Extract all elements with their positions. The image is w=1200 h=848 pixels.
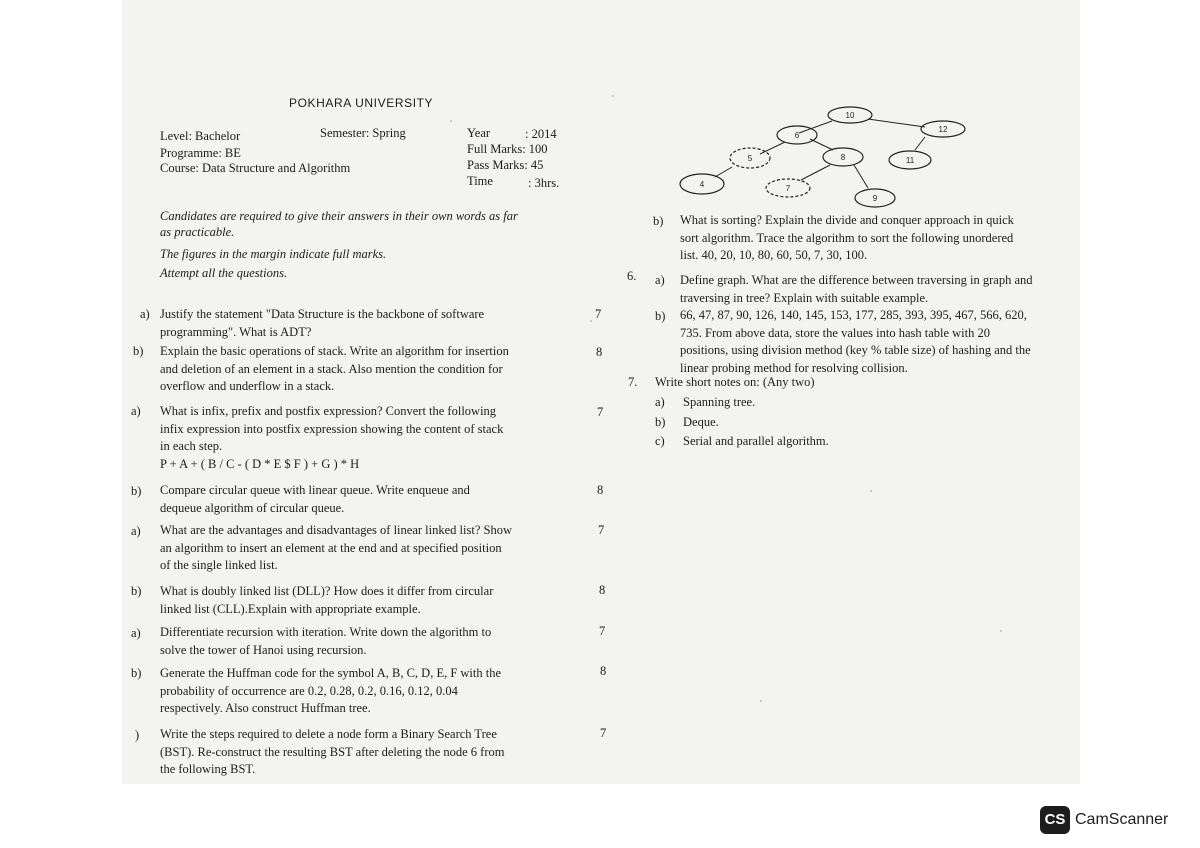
question-text: Deque.: [683, 415, 719, 429]
question-text: What is doubly linked list (DLL)? How does it differ from circular linked list (CLL).Explain with appropriate example.: [160, 584, 494, 616]
bst-node-label: 6: [794, 131, 800, 140]
question-marks: 7: [597, 405, 604, 419]
instruction-line: as practicable.: [160, 225, 235, 239]
question-marks: 7: [598, 523, 605, 537]
full-marks: Full Marks: 100: [467, 142, 548, 156]
question-number: a): [655, 273, 665, 287]
question-number: b): [655, 309, 666, 323]
question-text: 66, 47, 87, 90, 126, 140, 145, 153, 177, 285, 393, 395, 467, 566, 620, 735. From above data, store the values into hash table with 20 positions, using division method (key % table size) of hashing and the linear probing method for resolving collision.: [680, 308, 1031, 375]
question-text: What is infix, prefix and postfix expression? Convert the following infix expression into postfix expression showing the content of stack in each step. P + A + ( B / C - ( D * E $ F ) + G ) * H: [160, 404, 504, 471]
bst-node-label: 12: [938, 125, 948, 134]
bst-diagram: [670, 100, 980, 212]
instruction-line: The figures in the margin indicate full marks.: [160, 247, 387, 261]
question-marks: 8: [599, 583, 606, 597]
question-marks: 8: [596, 345, 603, 359]
question-number: b): [131, 666, 142, 680]
question-number: a): [131, 524, 141, 538]
bst-node-label: 8: [840, 153, 846, 162]
scan-speck: [590, 320, 592, 322]
instruction-line: Candidates are required to give their answers in their own words as far: [160, 209, 518, 223]
question-number: b): [131, 484, 142, 498]
bst-edge: [854, 165, 868, 188]
bst-node-label: 9: [872, 194, 878, 203]
course-label: Course: Data Structure and Algorithm: [160, 161, 351, 175]
question-text: What are the advantages and disadvantages of linear linked list? Show an algorithm to insert an element at the end and at specified position of the single linked list.: [160, 523, 512, 572]
question-number: 7.: [628, 375, 638, 389]
question-number: c): [655, 434, 665, 448]
question-text: Differentiate recursion with iteration. Write down the algorithm to solve the tower of Hanoi using recursion.: [160, 625, 492, 657]
question-number: b): [655, 415, 666, 429]
bst-node-label: 11: [905, 156, 915, 165]
scan-speck: [612, 95, 614, 97]
time-value: : 3hrs.: [528, 176, 560, 190]
question-text: Spanning tree.: [683, 395, 756, 409]
year-value: : 2014: [525, 127, 557, 141]
question-number: ): [135, 728, 140, 742]
bst-edge: [715, 167, 732, 177]
question-text: Explain the basic operations of stack. Write an algorithm for insertion and deletion of an element in a stack. Also mention the condition for overflow and underflow in a stack.: [160, 344, 509, 393]
question-text: Justify the statement "Data Structure is the backbone of software programming". What is ADT?: [160, 307, 485, 339]
question-number: 6.: [627, 269, 637, 283]
bst-edge: [760, 142, 785, 154]
question-marks: 7: [600, 726, 607, 740]
time-label: Time: [467, 174, 493, 188]
scan-speck: [760, 700, 762, 702]
university-title: POKHARA UNIVERSITY: [289, 96, 434, 110]
question-text: Compare circular queue with linear queue. Write enqueue and dequeue algorithm of circular queue.: [160, 483, 470, 515]
question-number: b): [131, 584, 142, 598]
scan-speck: [1000, 630, 1002, 632]
question-text: Define graph. What are the difference between traversing in graph and traversing in tree? Explain with suitable example.: [680, 273, 1033, 305]
question-number: a): [131, 404, 141, 418]
question-number: a): [140, 307, 150, 321]
bst-edge: [868, 119, 925, 127]
bst-edge: [915, 137, 925, 150]
question-text: Write the steps required to delete a node form a Binary Search Tree (BST). Re-construct the resulting BST after deleting the node 6 from the following BST.: [160, 727, 505, 776]
semester-label: Semester: Spring: [320, 126, 406, 140]
question-text: Serial and parallel algorithm.: [683, 434, 829, 448]
question-number: a): [655, 395, 665, 409]
question-number: b): [133, 344, 144, 358]
pass-marks: Pass Marks: 45: [467, 158, 544, 172]
bst-node-label: 10: [845, 111, 855, 120]
question-number: a): [131, 626, 141, 640]
instruction-line: Attempt all the questions.: [160, 266, 288, 280]
question-number: b): [653, 214, 664, 228]
bst-edge: [801, 165, 830, 180]
camscanner-brand: CamScanner: [1075, 811, 1169, 828]
bst-node-label: 7: [785, 184, 791, 193]
question-marks: 7: [595, 307, 602, 321]
question-text: What is sorting? Explain the divide and conquer approach in quick sort algorithm. Trace the algorithm to sort the following unordered list. 40, 20, 10, 80, 60, 50, 7, 30, 100.: [680, 213, 1014, 262]
bst-node-label: 5: [747, 154, 753, 163]
camscanner-logo-icon: CS: [1040, 806, 1070, 834]
level-label: Level: Bachelor: [160, 129, 241, 143]
programme-label: Programme: BE: [160, 146, 241, 160]
question-text: Write short notes on: (Any two): [655, 375, 815, 389]
question-marks: 7: [599, 624, 606, 638]
question-marks: 8: [597, 483, 604, 497]
scan-speck: [870, 490, 872, 492]
scan-speck: [450, 120, 452, 122]
question-text: Generate the Huffman code for the symbol A, B, C, D, E, F with the probability of occurrence are 0.2, 0.28, 0.2, 0.16, 0.12, 0.04 respectively. Also construct Huffman tree.: [160, 666, 502, 715]
question-marks: 8: [600, 664, 607, 678]
bst-node-label: 4: [699, 180, 705, 189]
year-label: Year: [467, 126, 491, 140]
